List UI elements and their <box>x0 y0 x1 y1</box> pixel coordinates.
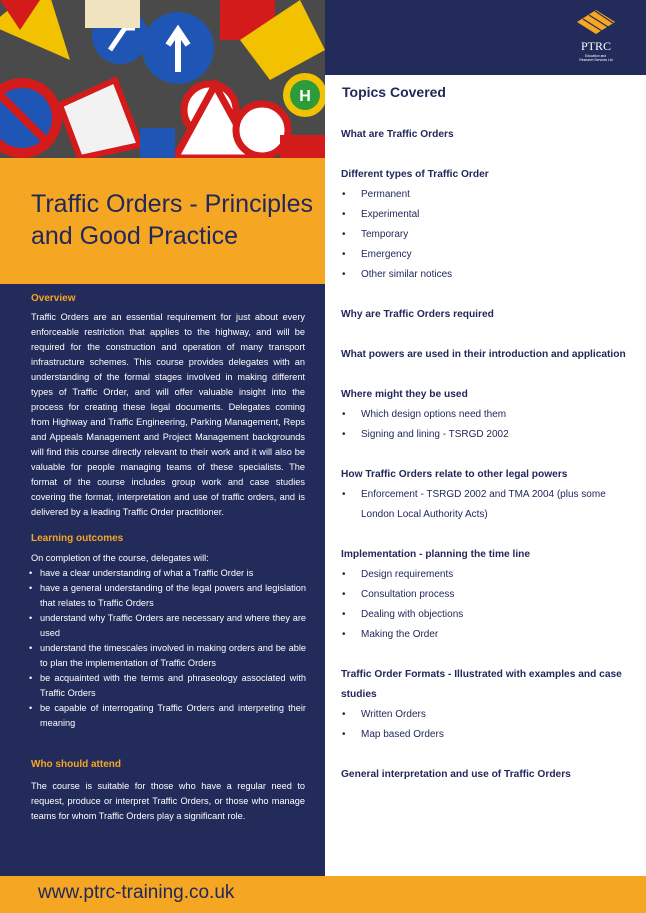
topic-items <box>341 705 631 745</box>
list-item: • Written Orders <box>341 705 631 725</box>
list-item: • Emergency <box>341 245 631 265</box>
list-item: • Map based Orders <box>341 725 631 745</box>
topic-heading: Implementation - planning the time line <box>341 549 531 560</box>
list-item: • Experimental <box>341 205 631 225</box>
topic-heading: Where might they be used <box>341 389 468 400</box>
topic-items <box>341 565 631 645</box>
list-item: • Enforcement - TSRGD 2002 and TMA 2004 (plus some London Local Authority Acts) <box>341 485 631 525</box>
logo-name: PTRC <box>580 39 612 53</box>
topic-items <box>341 405 631 445</box>
topic-heading: How Traffic Orders relate to other legal powers <box>341 469 568 480</box>
topics-list <box>341 125 631 785</box>
list-item: • Other similar notices <box>341 265 631 285</box>
svg-text:H: H <box>299 88 311 105</box>
topic-heading: General interpretation and use of Traffic Orders <box>341 769 571 780</box>
list-item: • understand why Traffic Orders are necessary and where they are used <box>28 611 306 641</box>
road-signs-photo <box>0 0 325 158</box>
list-item: • Consultation process <box>341 585 631 605</box>
overview-heading: Overview <box>31 293 76 304</box>
topic-items <box>341 185 631 285</box>
who-should-attend-heading: Who should attend <box>31 759 121 770</box>
ptrc-logo <box>571 8 621 66</box>
learning-outcomes-list <box>28 566 306 731</box>
ptrc-logo-icon <box>571 8 621 66</box>
list-item: • Permanent <box>341 185 631 205</box>
svg-text:Education and Research S: Education and Research Services Ltd <box>579 54 613 62</box>
list-item: • Design requirements <box>341 565 631 585</box>
topic-items <box>341 485 631 525</box>
list-item: • Dealing with objections <box>341 605 631 625</box>
topics-title: Topics Covered <box>342 84 446 100</box>
topic-heading: Traffic Order Formats - Illustrated with examples and case studies <box>341 669 622 700</box>
list-item: • Signing and lining - TSRGD 2002 <box>341 425 631 445</box>
list-item: • understand the timescales involved in making orders and be able to plan the implementation of Traffic Orders <box>28 641 306 671</box>
road-signs-illustration <box>0 0 325 158</box>
topic-heading: What powers are used in their introduction and application <box>341 349 626 360</box>
website-link[interactable]: www.ptrc-training.co.uk <box>38 882 235 903</box>
list-item: • be capable of interrogating Traffic Orders and interpreting their meaning <box>28 701 306 731</box>
list-item: • be acquainted with the terms and phraseology associated with Traffic Orders <box>28 671 306 701</box>
overview-text: Traffic Orders are an essential requirement for just about every enforceable restriction that applies to the highway, and will be required for the construction and operation of many transport infrastructure schemes. This course provides delegates with an understanding of the formal stages involved in making different types of Traffic Order, and will offer valuable insight into the process for creating these legal documents. Delegates coming from Highway and Traffic Engineering, Parking Management, Reps and Appeals Management and Project Management backgrounds will find this course directly relevant to their work and it will also be valuable for people managing teams of these specialists. The format of the course includes group work and case studies covering the format, interpretation and use of traffic orders, and is delivered by a leading Traffic Order practitioner. <box>31 312 305 517</box>
page-title: Traffic Orders - Principles and Good Practice <box>31 190 314 250</box>
list-item: • have a general understanding of the legal powers and legislation that relates to Traffic Orders <box>28 581 306 611</box>
topic-heading: Why are Traffic Orders required <box>341 309 494 320</box>
who-should-attend-text: The course is suitable for those who have a regular need to request, produce or interpret Traffic Orders, or those who manage teams for whom Traffic Orders play a significant role. <box>31 781 305 821</box>
topic-heading: What are Traffic Orders <box>341 129 454 140</box>
topic-heading: Different types of Traffic Order <box>341 169 489 180</box>
list-item: • Making the Order <box>341 625 631 645</box>
list-item: • Which design options need them <box>341 405 631 425</box>
learning-intro: On completion of the course, delegates will: <box>31 553 209 563</box>
list-item: • have a clear understanding of what a Traffic Order is <box>28 566 306 581</box>
learning-outcomes-heading: Learning outcomes <box>31 533 124 544</box>
list-item: • Temporary <box>341 225 631 245</box>
